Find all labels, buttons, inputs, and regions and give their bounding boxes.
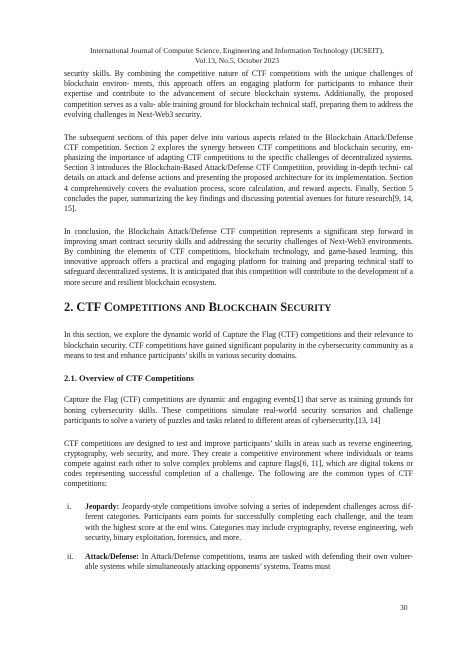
section-2-heading — [64, 300, 413, 316]
section-2-1-heading: 2.1. Overview of CTF Competitions — [64, 373, 195, 384]
list-item-term: Attack/Defense: — [85, 551, 139, 561]
section-2-number: 2. — [64, 300, 74, 315]
title-word-2: COMPETITIONS — [103, 300, 182, 315]
intro-paragraph-3: In conclusion, the Blockchain Attack/Defense CTF competition represents a significant step forward in improving smart contract security skills and addressing the security challenges of Next-Web3 environments. By combining the elements of CTF competitions, blockchain technology, and game-based learning, this innovative approach offers a practical and engaging platform for training and preparing technical staff to safeguard decentralized systems. It is anticipated that this competition will contribute to the development of a more secure and resilient blockchain ecosystem. — [64, 226, 413, 287]
journal-header-line2: Vol.13, No.5, October 2023 — [194, 56, 280, 66]
section-2-1-paragraph-2: CTF competitions are designed to test and improve participants’ skills in areas such as reverse engineering, cryptography, web security, and more. They create a competitive environment where individuals or teams compete against each other to solve complex problems and capture flags[6, 11], which are digital tokens or codes representing successful completion of a challenge. The following are the common types of CTF competitions: — [64, 438, 413, 489]
title-word-5: SECURITY — [280, 300, 332, 315]
page-number: 30 — [400, 603, 408, 612]
list-item-number: i. — [67, 502, 72, 512]
title-word-3: AND — [184, 303, 206, 315]
list-item-text: Jeopardy-style competitions involve solving a series of independent challenges across dif- ferent categories. Participants earn points for successfully completing each challenge, and the team with the highest score at the end wins. Categories may include cryptography, reverse engineering, web security, binary exploitation, forensics, and more. — [85, 502, 413, 542]
list-item — [64, 552, 413, 572]
section-2-intro: In this section, we explore the dynamic world of Capture the Flag (CTF) competitions and their relevance to blockchain security. CTF competitions have gained significant popularity in the cybersecurity community as a means to test and enhance participants’ skills in various security domains. — [64, 330, 413, 360]
list-item-term: Jeopardy: — [85, 502, 120, 512]
journal-header-line1: International Journal of Computer Science, Engineering and Information Technology (IJCSEIT), — [90, 46, 384, 55]
intro-paragraph-1: security skills. By combining the competitive nature of CTF competitions with the unique challenges of blockchain environ- ments, this approach offers an engaging platform for participants to enhance their expertise and contribute to the advancement of secure blockchain systems. Additionally, the proposed competition serves as a valu- able training ground for blockchain technical staff, preparing them to address the evolving challenges in Next-Web3 security. — [64, 69, 413, 119]
intro-paragraph-2: The subsequent sections of this paper delve into various aspects related to the Blockchain Attack/Defense CTF competition. Section 2 explores the synergy between CTF competitions and blockchain security, em- phasizing the importance of adapting CTF competitions to the specific challenges of decentralized systems. Section 3 introduces the Blockchain-Based Attack/Defense CTF Competition, providing in-depth techni- cal details on attack and defense actions and presenting the proposed architecture for its implementation. Section 4 comprehensively covers the evaluation process, score calculation, and reward aspects. Finally, Section 5 concludes the paper, summarizing the key findings and discussing potential avenues for future research[9, 14, 15]. — [64, 132, 413, 213]
paper-body — [64, 69, 413, 581]
section-2-1-paragraph-1: Capture the Flag (CTF) competitions are dynamic and engaging events[1] that serve as training grounds for honing cybersecurity skills. These competitions simulate real-world security scenarios and challenge participants to solve a variety of puzzles and tasks related to different areas of cybersecurity.[13, 14] — [64, 395, 413, 425]
list-item-text: In Attack/Defense competitions, teams are tasked with defending their own vulner- able systems while simultaneously attacking opponents’ systems. Teams must — [85, 551, 413, 572]
title-word-4: BLOCKCHAIN — [208, 300, 278, 315]
journal-header — [0, 46, 474, 66]
list-item — [64, 502, 413, 543]
title-word-1: CTF — [76, 300, 101, 315]
list-item-number: ii. — [67, 551, 74, 561]
ctf-types-list — [64, 502, 413, 572]
